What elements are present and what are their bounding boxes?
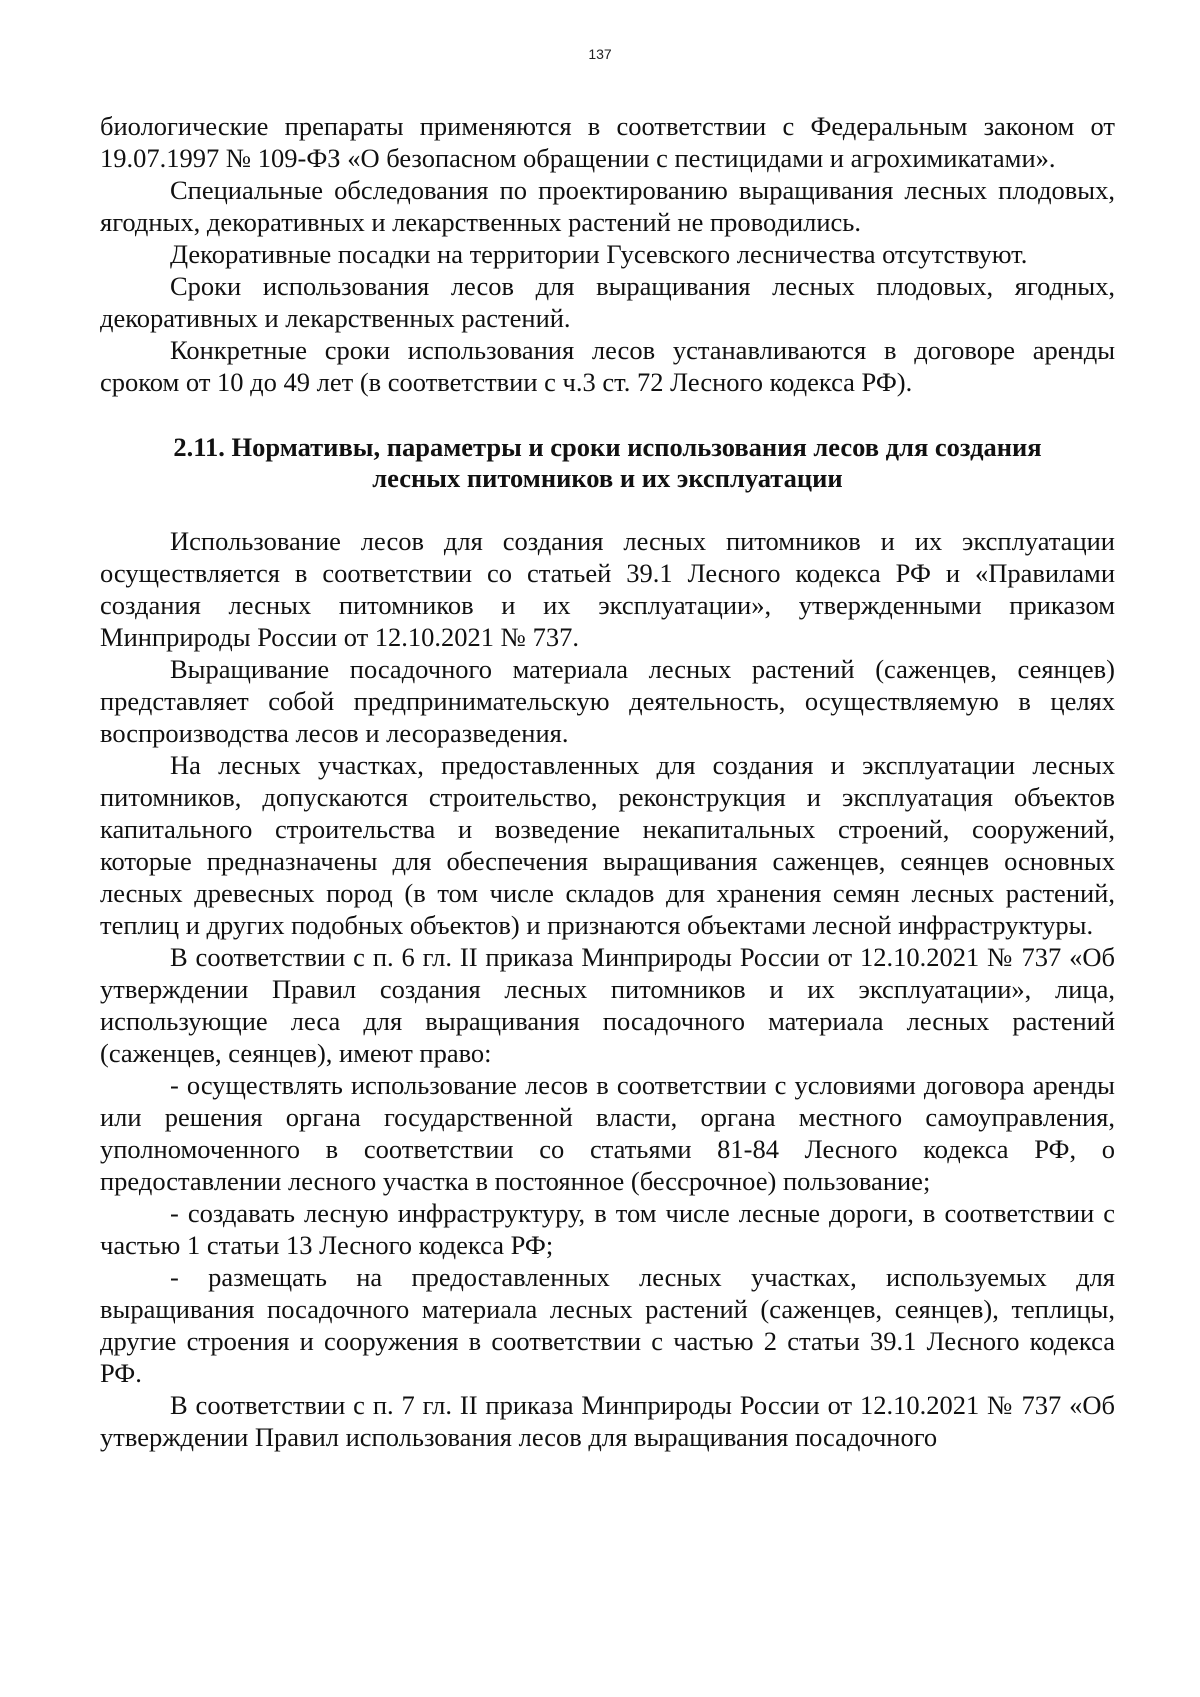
list-item-use-forests: - осуществлять использование лесов в соответствии с условиями договора аренды или решения органа государственной власти, органа местного самоуправления, уполномоченного в соответствии со статьями 81-84 Лесного кодекса РФ, о предоставлении лесного участка в постоянное (бессрочное) пользование; [100,1070,1115,1196]
page-number: 137 [588,46,612,62]
paragraph-usage-terms: Сроки использования лесов для выращивания лесных плодовых, ягодных, декоративных и лекарственных растений. [100,271,1115,333]
paragraph-lease-terms: Конкретные сроки использования лесов устанавливаются в договоре аренды сроком от 10 до 49 лет (в соответствии с ч.3 ст. 72 Лесного кодекса РФ). [100,335,1115,397]
paragraph-rights-intro: В соответствии с п. 6 гл. II приказа Минприроды России от 12.10.2021 № 737 «Об утверждении Правил создания лесных питомников и их эксплуатации», лица, использующие леса для выращивания посадочного материала лесных растений (саженцев, сеянцев), имеют право: [100,942,1115,1068]
paragraph-special-surveys: Специальные обследования по проектированию выращивания лесных плодовых, ягодных, декоративных и лекарственных растений не проводились. [100,175,1115,237]
section-heading [100,432,1115,494]
paragraph-nursery-usage: Использование лесов для создания лесных питомников и их эксплуатации осуществляется в соответствии со статьей 39.1 Лесного кодекса РФ и «Правилами создания лесных питомников и их эксплуатации», утвержденными приказом Минприроды России от 12.10.2021 № 737. [100,526,1115,652]
paragraph-obligations-intro: В соответствии с п. 7 гл. II приказа Минприроды России от 12.10.2021 № 737 «Об утверждении Правил использования лесов для выращивания посадочного [100,1390,1115,1452]
paragraph-biological-preparations: биологические препараты применяются в соответствии с Федеральным законом от 19.07.1997 № 109-ФЗ «О безопасном обращении с пестицидами и агрохимикатами». [100,111,1115,173]
paragraph-planting-material: Выращивание посадочного материала лесных растений (саженцев, сеянцев) представляет собой предпринимательскую деятельность, осуществляемую в целях воспроизводства лесов и лесоразведения. [100,654,1115,748]
document-body [100,110,1115,1453]
paragraph-decorative-plantings: Декоративные посадки на территории Гусевского лесничества отсутствуют. [170,239,1028,269]
list-item-place-greenhouses: - размещать на предоставленных лесных участках, используемых для выращивания посадочного материала лесных растений (саженцев, сеянцев), теплицы, другие строения и сооружения в соответствии с частью 2 статьи 39.1 Лесного кодекса РФ. [100,1262,1115,1388]
section-heading-line-2: лесных питомников и их эксплуатации [372,463,843,493]
list-item-create-infrastructure: - создавать лесную инфраструктуру, в том числе лесные дороги, в соответствии с частью 1 статьи 13 Лесного кодекса РФ; [100,1198,1115,1260]
section-heading-line-1: 2.11. Нормативы, параметры и сроки использования лесов для создания [173,432,1042,462]
paragraph-nursery-infrastructure: На лесных участках, предоставленных для создания и эксплуатации лесных питомников, допускаются строительство, реконструкция и эксплуатация объектов капитального строительства и возведение некапитальных строений, сооружений, которые предназначены для обеспечения выращивания саженцев, сеянцев основных лесных древесных пород (в том числе складов для хранения семян лесных растений, теплиц и других подобных объектов) и признаются объектами лесной инфраструктуры. [100,750,1115,940]
